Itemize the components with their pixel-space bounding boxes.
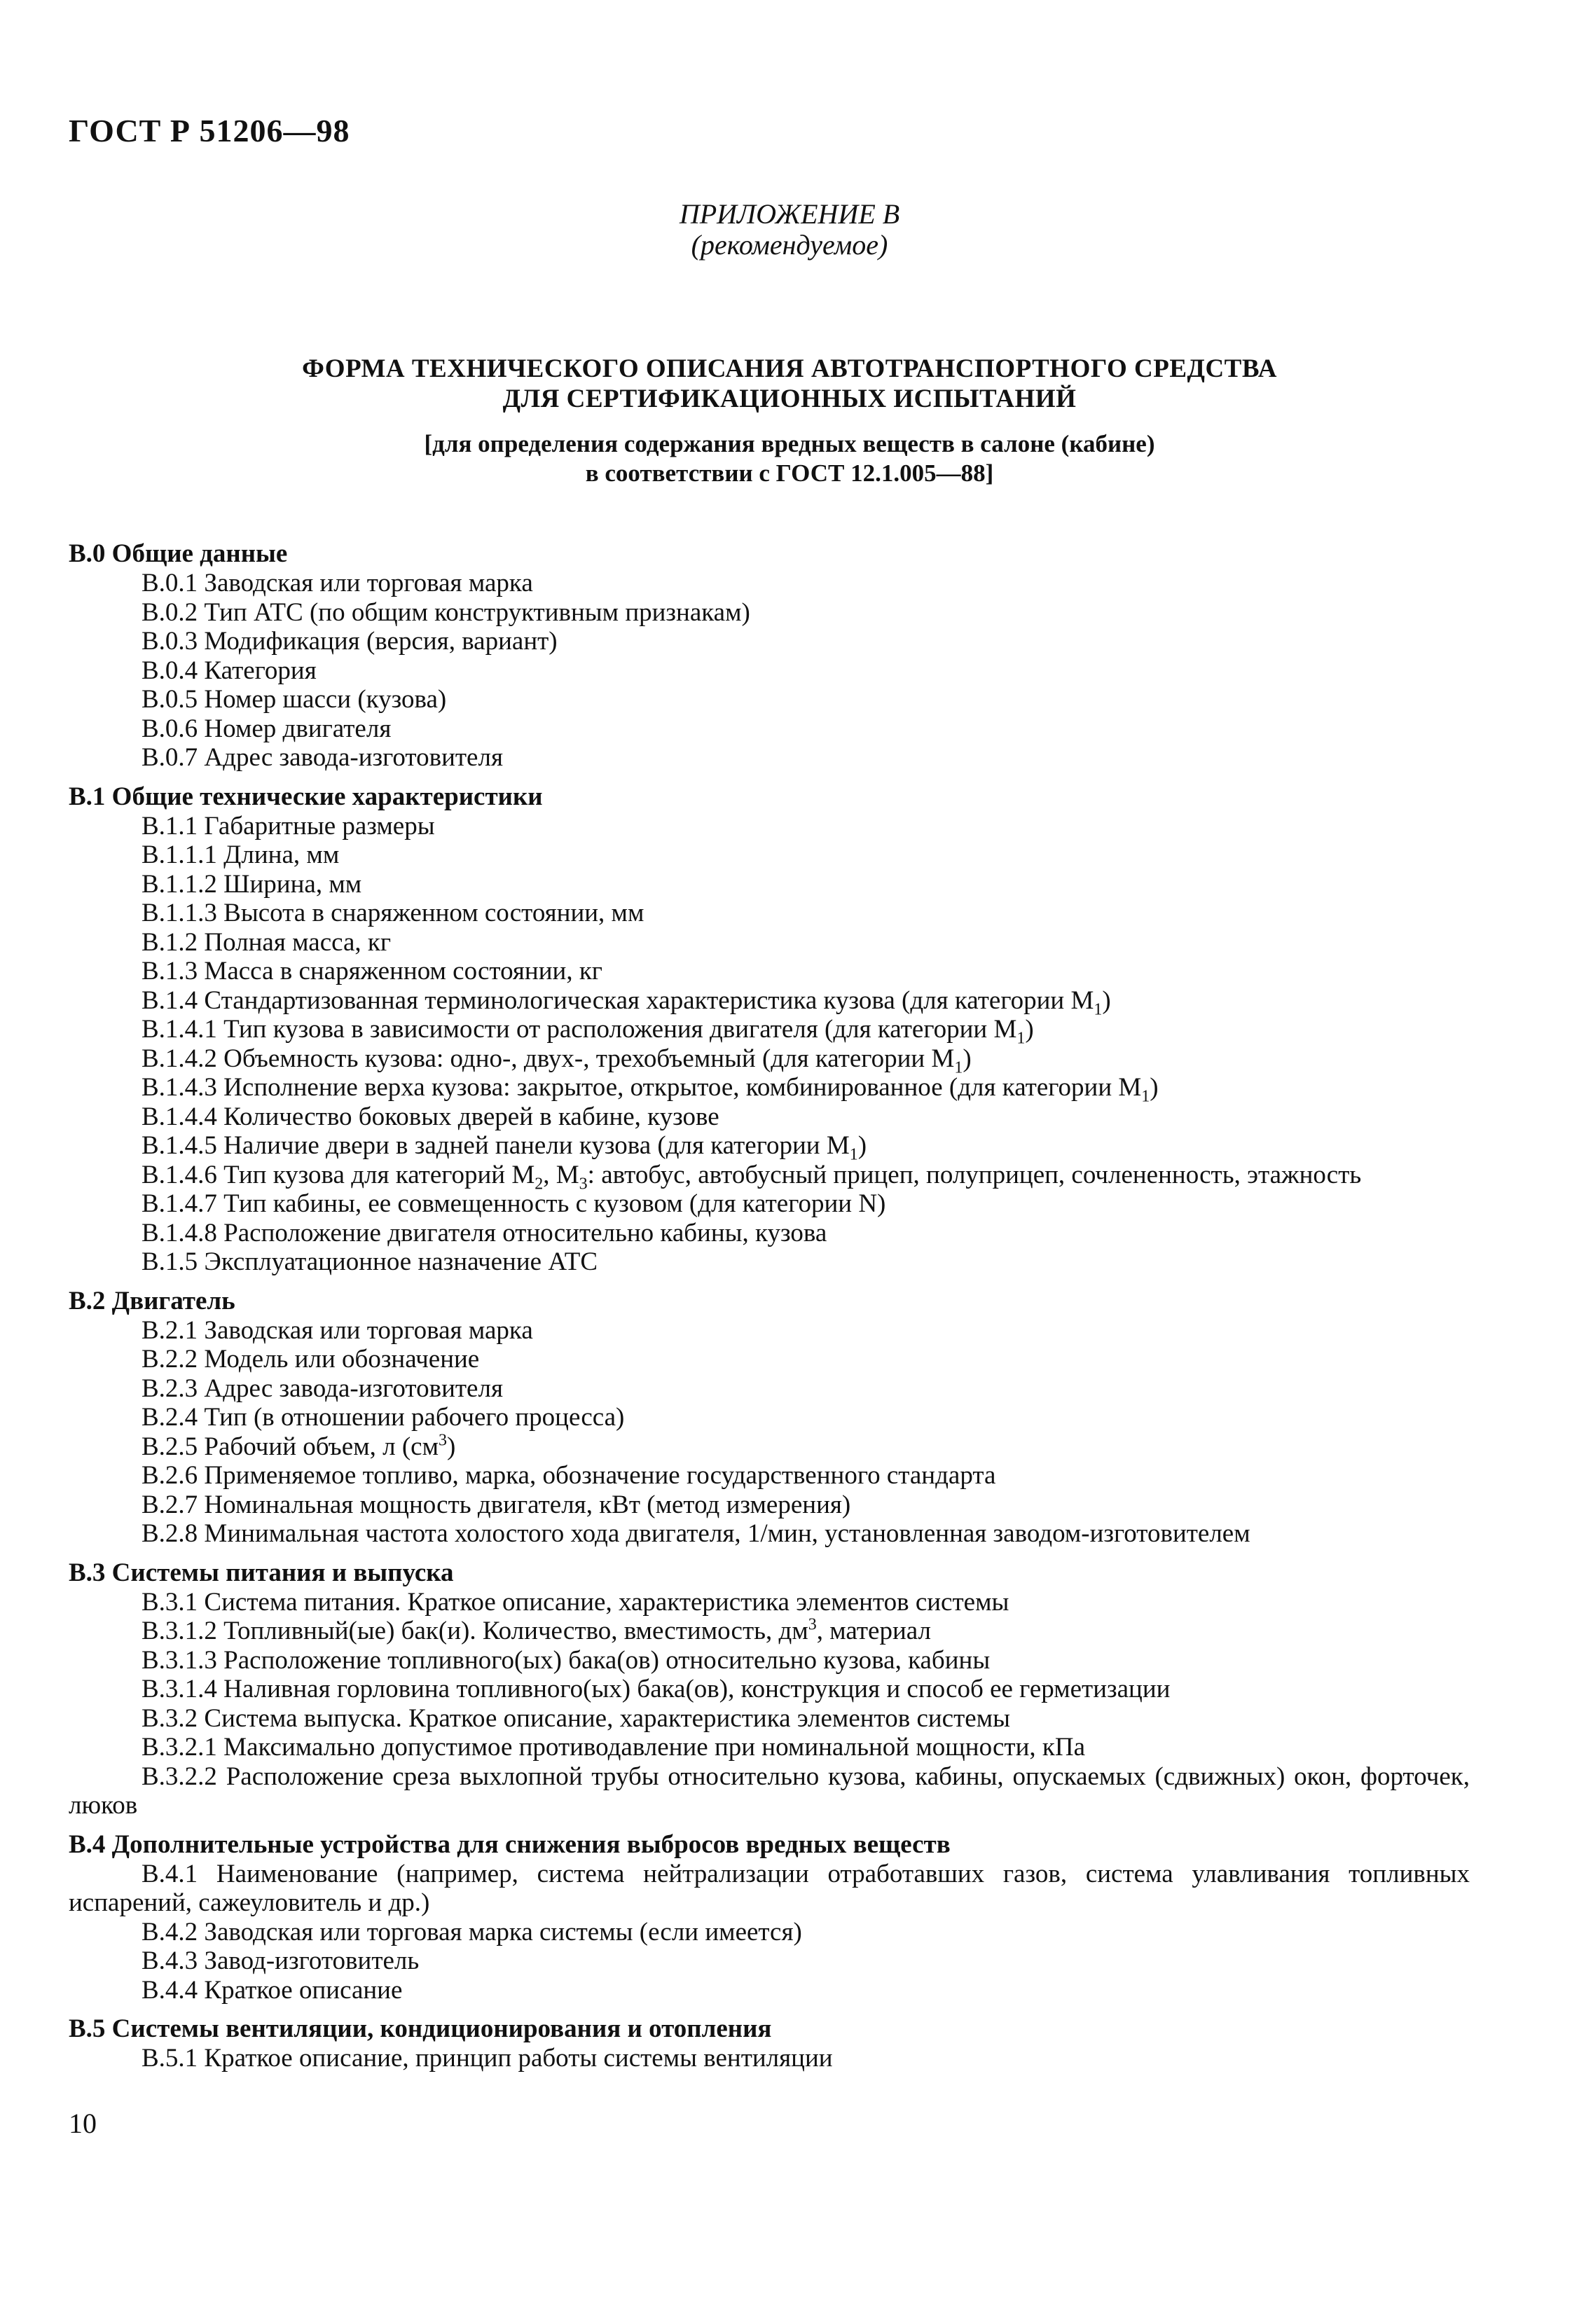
item-text: В.2.2 Модель или обозначение <box>142 1345 480 1374</box>
form-item <box>69 569 1470 598</box>
form-item <box>69 986 1470 1016</box>
title-line-4: в соответствии с ГОСТ 12.1.005—88] <box>585 459 994 487</box>
item-text: В.1.4.4 Количество боковых дверей в кабине, кузове <box>142 1102 719 1131</box>
item-text: В.1.4 Стандартизованная терминологическая характеристика кузова (для категории M <box>142 985 1094 1015</box>
appendix-label: ПРИЛОЖЕНИЕ В <box>679 198 900 230</box>
item-text: В.3.1.2 Топливный(ые) бак(и). Количество, вместимость, дм <box>142 1617 808 1645</box>
item-text: В.2.8 Минимальная частота холостого хода двигателя, 1/мин, установленная заводом-изготовителем <box>142 1519 1250 1548</box>
index-mark: 1 <box>849 1145 858 1164</box>
appendix-note: (рекомендуемое) <box>691 229 888 261</box>
form-item <box>69 1160 1470 1193</box>
item-text: В.1.1.1 Длина, мм <box>142 841 340 869</box>
item-text: В.1.4.1 Тип кузова в зависимости от расположения двигателя (для категории M <box>142 1015 1017 1044</box>
item-text: В.3.2.2 Расположение среза выхлопной трубы относительно кузова, кабины, опускаемых (сдвижных) окон, форточек, люков <box>69 1762 1470 1820</box>
item-text: В.2.6 Применяемое топливо, марка, обозначение государственного стандарта <box>142 1461 996 1490</box>
form-item <box>69 656 1470 686</box>
form-item <box>69 1044 1470 1077</box>
form-item <box>69 1102 1470 1132</box>
form-item <box>69 743 1470 773</box>
form-item <box>69 841 1470 870</box>
item-text: В.2.3 Адрес завода-изготовителя <box>142 1374 503 1403</box>
form-item <box>69 2044 1470 2073</box>
form-item <box>69 870 1470 899</box>
form-sections <box>69 539 1470 2073</box>
document-code: ГОСТ Р 51206—98 <box>69 113 350 148</box>
item-text: В.2.5 Рабочий объем, л (см <box>142 1432 439 1461</box>
index-mark: 2 <box>535 1174 544 1193</box>
form-item <box>69 928 1470 957</box>
item-text: В.1.3 Масса в снаряженном состоянии, кг <box>142 957 602 985</box>
form-item <box>69 1762 1470 1820</box>
item-text: В.4.4 Краткое описание <box>142 1975 403 2005</box>
item-text: В.1.4.3 Исполнение верха кузова: закрытое, открытое, комбинированное (для категории M <box>142 1073 1142 1102</box>
item-text: В.2.7 Номинальная мощность двигателя, кВт (метод измерения) <box>142 1490 851 1519</box>
section-heading: В.2 Двигатель <box>69 1286 235 1315</box>
item-text: В.0.5 Номер шасси (кузова) <box>142 685 447 714</box>
item-text: В.3.2.1 Максимально допустимое противодавление при номинальной мощности, кПа <box>142 1733 1085 1762</box>
form-item <box>69 685 1470 714</box>
form-item <box>69 714 1470 744</box>
form-item <box>69 812 1470 841</box>
title-line-2: ДЛЯ СЕРТИФИКАЦИОННЫХ ИСПЫТАНИЙ <box>502 385 1077 413</box>
index-mark: 3 <box>579 1174 588 1193</box>
form-item <box>69 1073 1470 1106</box>
item-text: В.2.4 Тип (в отношении рабочего процесса) <box>142 1403 625 1432</box>
form-item <box>69 1219 1470 1248</box>
form-item <box>69 627 1470 656</box>
item-text: В.1.1.2 Ширина, мм <box>142 869 362 899</box>
item-text: В.1.4.5 Наличие двери в задней панели кузова (для категории M <box>142 1131 850 1160</box>
index-mark: 3 <box>439 1431 448 1450</box>
form-item <box>69 1519 1470 1549</box>
form-item <box>69 1403 1470 1432</box>
item-text: В.4.2 Заводская или торговая марка системы (если имеется) <box>142 1917 802 1946</box>
form-item <box>69 1860 1470 1918</box>
section-heading: В.4 Дополнительные устройства для снижения выбросов вредных веществ <box>69 1830 951 1859</box>
item-text-continued: ) <box>1102 985 1111 1015</box>
form-item <box>69 1247 1470 1277</box>
form-item <box>69 1316 1470 1346</box>
item-text-continued: , материал <box>816 1617 931 1645</box>
form-item <box>69 1015 1470 1048</box>
item-text: В.1.4.8 Расположение двигателя относительно кабины, кузова <box>142 1218 827 1247</box>
item-text: В.3.1.3 Расположение топливного(ых) бака(ов) относительно кузова, кабины <box>142 1645 991 1675</box>
section-heading: В.1 Общие технические характеристики <box>69 782 543 811</box>
title-line-1: ФОРМА ТЕХНИЧЕСКОГО ОПИСАНИЯ АВТОТРАНСПОРТНОГО СРЕДСТВА <box>302 354 1277 383</box>
form-item <box>69 1374 1470 1404</box>
item-text: В.0.1 Заводская или торговая марка <box>142 569 533 597</box>
item-text-continued: , M <box>543 1160 579 1189</box>
item-text: В.1.5 Эксплуатационное назначение АТС <box>142 1247 598 1276</box>
form-item <box>69 1946 1470 1976</box>
page-number: 10 <box>69 2108 97 2139</box>
form-item <box>69 1432 1470 1462</box>
title-line-3: [для определения содержания вредных веществ в салоне (кабине) <box>424 430 1155 457</box>
index-mark: 3 <box>808 1615 817 1634</box>
index-mark: 1 <box>1094 1000 1103 1018</box>
item-text: В.0.2 Тип АТС (по общим конструктивным признакам) <box>142 597 750 627</box>
index-mark: 1 <box>954 1058 963 1077</box>
item-text-continued: ) <box>857 1131 867 1160</box>
form-item <box>69 1733 1470 1762</box>
item-text: В.1.2 Полная масса, кг <box>142 927 392 957</box>
form-item <box>69 1918 1470 1947</box>
item-text: В.0.4 Категория <box>142 656 317 685</box>
item-text: В.3.2 Система выпуска. Краткое описание, характеристика элементов системы <box>142 1703 1010 1733</box>
form-item <box>69 1461 1470 1490</box>
form-item <box>69 1189 1470 1219</box>
item-text: В.1.4.6 Тип кузова для категорий M <box>142 1160 535 1189</box>
item-text: В.0.7 Адрес завода-изготовителя <box>142 743 503 772</box>
item-text: В.3.1 Система питания. Краткое описание, характеристика элементов системы <box>142 1587 1009 1617</box>
item-text: В.4.1 Наименование (например, система нейтрализации отработавших газов, система улавливания топливных испарений, сажеуловитель и др.) <box>69 1859 1470 1917</box>
form-item <box>69 1131 1470 1164</box>
form-item <box>69 1704 1470 1734</box>
section-heading: В.5 Системы вентиляции, кондиционирования и отопления <box>69 2014 772 2043</box>
form-item <box>69 1490 1470 1520</box>
item-text: В.1.4.7 Тип кабины, ее совмещенность с кузовом (для категории N) <box>142 1189 886 1218</box>
item-text: В.3.1.4 Наливная горловина топливного(ых) бака(ов), конструкция и способ ее герметизации <box>142 1675 1171 1703</box>
item-text: В.1.1.3 Высота в снаряженном состоянии, мм <box>142 899 644 927</box>
item-text: В.2.1 Заводская или торговая марка <box>142 1315 533 1345</box>
form-item <box>69 1646 1470 1675</box>
item-text: В.5.1 Краткое описание, принцип работы системы вентиляции <box>142 2044 833 2073</box>
form-item <box>69 1675 1470 1704</box>
item-text: В.0.6 Номер двигателя <box>142 714 392 743</box>
section-heading: В.3 Системы питания и выпуска <box>69 1558 454 1587</box>
form-item <box>69 1345 1470 1374</box>
item-text: В.0.3 Модификация (версия, вариант) <box>142 627 558 656</box>
form-item <box>69 957 1470 986</box>
item-text: В.1.4.2 Объемность кузова: одно-, двух-, трехобъемный (для категории M <box>142 1044 955 1073</box>
form-item <box>69 598 1470 628</box>
item-text-continued: ) <box>1025 1015 1034 1044</box>
form-item <box>69 899 1470 928</box>
form-item <box>69 1617 1470 1646</box>
index-mark: 1 <box>1016 1029 1026 1048</box>
item-text: В.4.3 Завод-изготовитель <box>142 1946 420 1975</box>
item-text-continued: : автобус, автобусный прицеп, полуприцеп, сочлененность, этажность <box>587 1160 1362 1189</box>
item-text-continued: ) <box>963 1044 972 1073</box>
item-text: В.1.1 Габаритные размеры <box>142 811 435 841</box>
item-text-continued: ) <box>1150 1073 1159 1102</box>
form-item <box>69 1588 1470 1617</box>
section-heading: В.0 Общие данные <box>69 539 288 568</box>
form-item <box>69 1976 1470 2005</box>
item-text-continued: ) <box>447 1432 456 1461</box>
index-mark: 1 <box>1141 1087 1150 1106</box>
